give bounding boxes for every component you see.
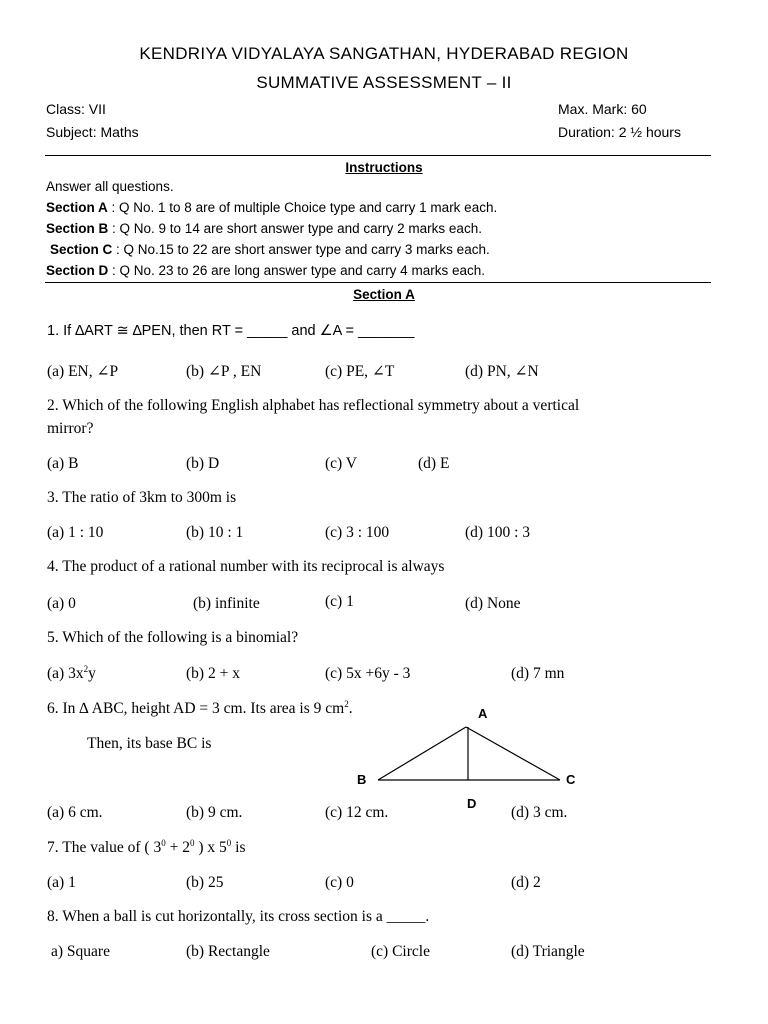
q8-option-d: (d) Triangle <box>511 943 585 960</box>
q5-option-a-base: (a) 3x <box>47 665 84 682</box>
q2-option-d: (d) E <box>418 455 450 472</box>
q3-option-a: (a) 1 : 10 <box>47 524 104 541</box>
exam-title: SUMMATIVE ASSESSMENT – II <box>256 73 512 92</box>
instruction-section-d <box>46 263 485 278</box>
q7-exponent: 0 <box>226 837 232 848</box>
instruction-section-b <box>46 221 482 236</box>
instruction-section-a <box>46 200 497 215</box>
q6-option-b: (b) 9 cm. <box>186 804 243 821</box>
q8-option-c: (c) Circle <box>371 943 430 960</box>
q7-exponent: 0 <box>189 837 195 848</box>
side-ab <box>378 727 466 780</box>
q7-option-a: (a) 1 <box>47 874 76 891</box>
q6-stem-exponent: 2 <box>344 698 349 709</box>
vertex-c-label: C <box>566 772 576 787</box>
q7-option-d: (d) 2 <box>511 874 541 891</box>
q2-option-b: (b) D <box>186 455 220 472</box>
subject-value: Maths <box>100 124 139 140</box>
max-mark-info <box>558 101 647 117</box>
q6-stem-end: . <box>348 700 353 717</box>
q2-option-c: (c) V <box>325 455 357 472</box>
question-6 <box>47 700 353 718</box>
q7-exponent: 0 <box>161 837 166 848</box>
instruction-section-text: : Q No.15 to 22 are short answer type and carry 3 marks each. <box>116 242 490 257</box>
q4-option-b: (b) infinite <box>193 595 260 612</box>
point-d-label: D <box>467 796 477 811</box>
instructions-general: Answer all questions. <box>46 179 174 194</box>
instruction-section-c <box>50 242 490 257</box>
q4-option-c: (c) 1 <box>325 593 354 610</box>
section-a-heading: Section A <box>353 287 415 302</box>
q3-option-d: (d) 100 : 3 <box>465 524 531 541</box>
q5-option-c: (c) 5x +6y - 3 <box>325 665 411 682</box>
class-label: Class: <box>46 101 85 117</box>
q6-option-a: (a) 6 cm. <box>47 804 103 821</box>
q1-option-d: (d) PN, ∠N <box>465 363 539 380</box>
subject-label: Subject: <box>46 124 97 140</box>
q6-stem-text: 6. In ∆ ABC, height AD = 3 cm. Its area is 9 cm <box>47 700 345 717</box>
max-mark-label: Max. Mark: <box>558 101 628 117</box>
instruction-section-text: : Q No. 9 to 14 are short answer type and carry 2 marks each. <box>112 221 482 236</box>
q2-option-a: (a) B <box>47 455 79 472</box>
q7-stem-part: + 2 <box>165 839 190 856</box>
instruction-section-text: : Q No. 23 to 26 are long answer type and carry 4 marks each. <box>112 263 485 278</box>
q7-stem-part: is <box>231 839 246 856</box>
side-ac <box>466 727 560 780</box>
class-value: VII <box>88 101 106 117</box>
q6-option-c: (c) 12 cm. <box>325 804 389 821</box>
q8-option-a: a) Square <box>51 943 110 960</box>
subject-info <box>46 124 139 140</box>
q1-option-b: (b) ∠P , EN <box>186 363 262 380</box>
q3-option-b: (b) 10 : 1 <box>186 524 244 541</box>
q5-option-b: (b) 2 + x <box>186 665 240 682</box>
q7-stem-part: ) x 5 <box>194 839 227 856</box>
q4-option-a: (a) 0 <box>47 595 76 612</box>
q5-option-a-exponent: 2 <box>83 663 89 674</box>
q5-option-a <box>47 665 96 683</box>
vertex-b-label: B <box>357 772 367 787</box>
q7-stem-part: 7. The value of ( 3 <box>47 839 162 856</box>
duration-label: Duration: <box>558 124 615 140</box>
q5-option-d: (d) 7 mn <box>511 665 565 682</box>
instruction-section-name: Section B <box>46 221 109 236</box>
q8-option-b: (b) Rectangle <box>186 943 270 960</box>
question-3: 3. The ratio of 3km to 300m is <box>47 489 237 506</box>
question-4: 4. The product of a rational number with its reciprocal is always <box>47 558 445 575</box>
q4-option-d: (d) None <box>465 595 521 612</box>
instruction-section-name: Section D <box>46 263 109 278</box>
q6-option-d: (d) 3 cm. <box>511 804 568 821</box>
q3-option-c: (c) 3 : 100 <box>325 524 390 541</box>
question-6-cont: Then, its base BC is <box>87 735 212 752</box>
q5-option-a-tail: y <box>88 665 96 682</box>
q1-option-c: (c) PE, ∠T <box>325 363 395 380</box>
duration-info <box>558 124 681 140</box>
school-title: KENDRIYA VIDYALAYA SANGATHAN, HYDERABAD REGION <box>139 44 629 63</box>
instruction-section-name: Section A <box>46 200 108 215</box>
q7-option-c: (c) 0 <box>325 874 354 891</box>
vertex-a-label: A <box>478 706 488 721</box>
q1-option-a: (a) EN, ∠P <box>47 363 119 380</box>
q7-option-b: (b) 25 <box>186 874 224 891</box>
instruction-section-name: Section C <box>50 242 113 257</box>
max-mark-value: 60 <box>631 101 647 117</box>
question-7 <box>47 839 245 857</box>
divider-top <box>45 155 711 156</box>
instructions-heading: Instructions <box>345 160 423 175</box>
class-info <box>46 101 106 117</box>
instruction-section-text: : Q No. 1 to 8 are of multiple Choice type and carry 1 mark each. <box>111 200 498 215</box>
question-2: 2. Which of the following English alphabet has reflectional symmetry about a vertical <box>47 397 580 414</box>
question-5: 5. Which of the following is a binomial? <box>47 629 299 646</box>
divider-bottom <box>45 282 711 283</box>
question-2-cont: mirror? <box>47 420 94 437</box>
duration-value: 2 ½ hours <box>618 124 681 140</box>
question-1: 1. If ∆ART ≅ ∆PEN, then RT = _____ and ∠A = _______ <box>47 323 415 339</box>
question-8: 8. When a ball is cut horizontally, its cross section is a _____. <box>47 908 430 925</box>
